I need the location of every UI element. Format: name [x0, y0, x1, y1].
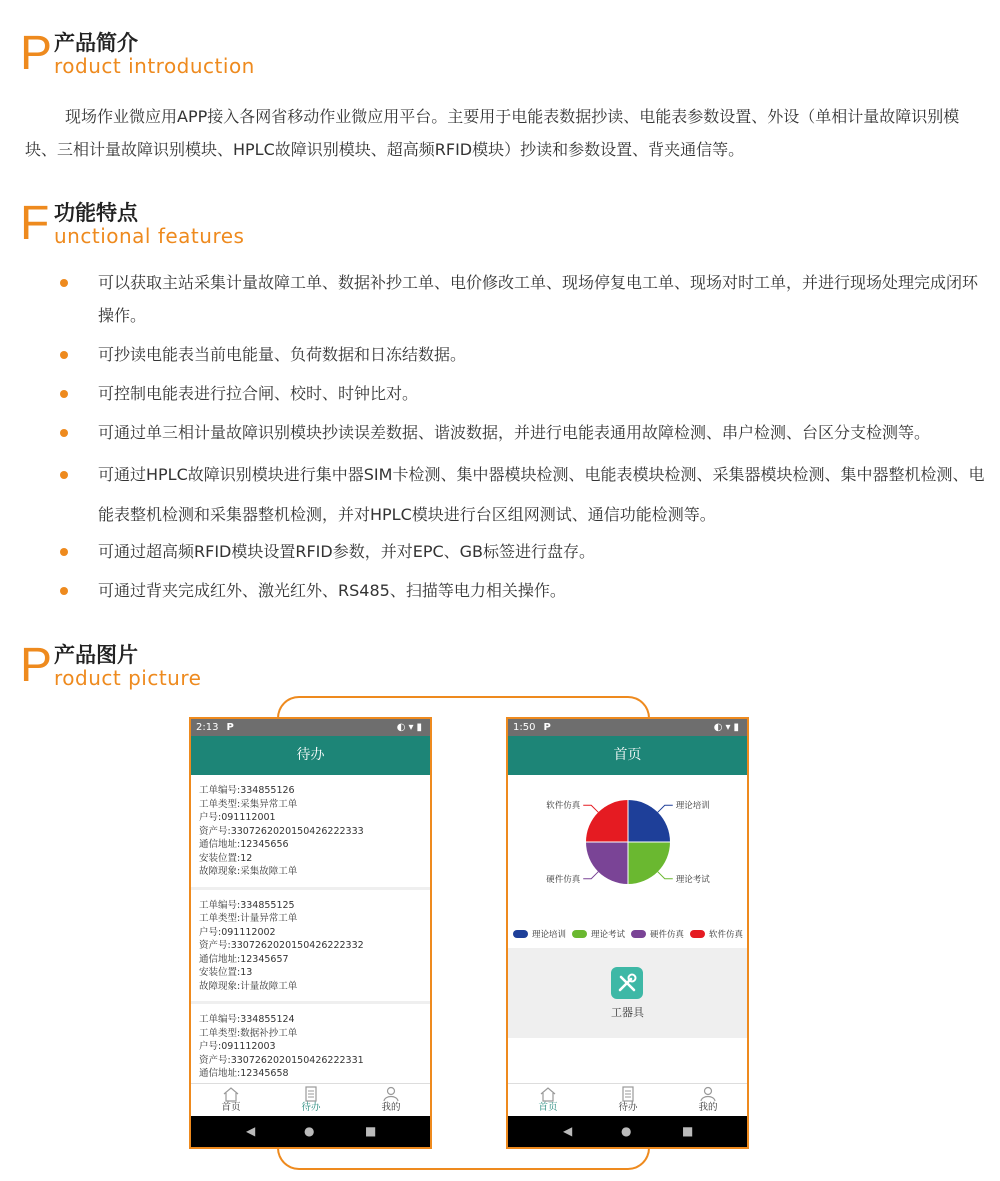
legend-item: [513, 929, 566, 941]
section-title-cn: 功能特点: [54, 201, 138, 225]
order-list[interactable]: [191, 775, 430, 1081]
feature-text: 可通过超高频RFID模块设置RFID参数，并对EPC、GB标签进行盘存。: [98, 542, 596, 561]
order-field: 工单编号:334855124: [199, 1014, 295, 1025]
wrench-icon: [611, 967, 643, 999]
slice-label: 硬件仿真: [546, 874, 581, 885]
home-circle-icon[interactable]: ●: [304, 1124, 315, 1138]
order-field: 安装位置:12: [199, 852, 253, 864]
feature-text: 可以获取主站采集计量故障工单、数据补抄工单、电价修改工单、现场停复电工单、现场对时工单，并进行现场处理完成闭环操作。: [98, 273, 979, 325]
nav-todo[interactable]: [281, 1084, 341, 1114]
back-icon[interactable]: ◀: [246, 1124, 256, 1138]
app-title: 首页: [508, 736, 747, 775]
bullet-icon: [60, 390, 68, 398]
order-field: 工单类型:采集异常工单: [199, 798, 298, 810]
recents-icon[interactable]: ■: [682, 1124, 694, 1138]
feature-text: 可控制电能表进行拉合闸、校时、时钟比对。: [98, 384, 419, 403]
tools-label: 工器具: [611, 1006, 644, 1019]
order-card[interactable]: [191, 1004, 430, 1081]
section-title-en: roduct introduction: [54, 54, 255, 78]
system-nav-bar: [191, 1116, 430, 1147]
bottom-nav: [191, 1083, 430, 1116]
feature-item: [60, 377, 990, 410]
feature-item: [60, 266, 990, 332]
legend-label: 硬件仿真: [650, 930, 685, 940]
back-icon[interactable]: ◀: [563, 1124, 573, 1138]
notification-icon: P: [226, 722, 234, 733]
tools-button[interactable]: [611, 967, 643, 999]
legend-label: 理论考试: [591, 930, 626, 940]
order-field: 户号:091112003: [199, 1041, 276, 1052]
legend-label: 软件仿真: [709, 930, 744, 940]
legend-swatch: [572, 930, 587, 938]
status-time: 2:13: [196, 722, 219, 733]
nav-home[interactable]: [518, 1084, 578, 1114]
status-bar: [191, 719, 430, 736]
order-field: 故障现象:计量故障工单: [199, 980, 298, 992]
bullet-icon: [60, 351, 68, 359]
tool-area: [508, 948, 747, 1038]
nav-todo[interactable]: [598, 1084, 658, 1114]
legend-item: [631, 929, 684, 941]
intro-paragraph: 现场作业微应用APP接入各网省移动作业微应用平台。主要用于电能表数据抄读、电能表参数设置、外设（单相计量故障识别模块、三相计量故障识别模块、HPLC故障识别模块、超高频RFID模块）抄读和参数设置、背夹通信等。: [25, 107, 960, 159]
order-field: 通信地址:12345656: [199, 839, 289, 850]
pie-chart: [508, 775, 747, 927]
order-field: 通信地址:12345658: [199, 1068, 289, 1079]
order-field: 工单类型:计量异常工单: [199, 913, 298, 924]
pie-chart-container: [508, 775, 747, 927]
app-title: 待办: [191, 736, 430, 775]
leader-line: [658, 805, 673, 812]
section-title-cn: 产品图片: [54, 643, 138, 667]
nav-label: 我的: [698, 1102, 718, 1113]
order-field: 户号:091112001: [199, 812, 276, 823]
order-field: 工单编号:334855125: [199, 899, 295, 911]
order-field: 资产号:3307262020150426222332: [199, 940, 364, 951]
system-nav-bar: [508, 1116, 747, 1147]
feature-item: [60, 416, 990, 449]
feature-item: [60, 338, 990, 371]
order-card[interactable]: [191, 775, 430, 890]
list-icon: [619, 1086, 637, 1102]
status-time: 1:50: [513, 722, 536, 733]
legend-swatch: [631, 930, 646, 938]
list-icon: [302, 1086, 320, 1102]
feature-text: 可通过HPLC故障识别模块进行集中器SIM卡检测、集中器模块检测、电能表模块检测、采集器模块检测、集中器整机检测、电能表整机检测和采集器整机检测，并对HPLC模块进行台区组网测试、通信功能检测等。: [98, 465, 985, 524]
feature-item: [60, 455, 990, 535]
order-field: 安装位置:13: [199, 967, 253, 978]
nav-mine[interactable]: [678, 1084, 738, 1114]
bullet-icon: [60, 429, 68, 437]
chart-legend: [508, 927, 747, 945]
recents-icon[interactable]: ■: [365, 1124, 377, 1138]
nav-label: 待办: [301, 1102, 321, 1113]
slice-label: 理论培训: [675, 801, 710, 812]
notification-icon: P: [543, 722, 551, 733]
order-field: 工单编号:334855126: [199, 785, 295, 796]
home-icon: [539, 1086, 557, 1102]
order-field: [199, 1081, 422, 1082]
legend-label: 理论培训: [532, 930, 567, 940]
section-title-en: roduct picture: [54, 666, 202, 690]
section-title-en: unctional features: [54, 224, 245, 248]
feature-list: [60, 266, 990, 613]
section-title-cn: 产品简介: [54, 31, 138, 55]
status-icons: ◐▾▮: [396, 722, 425, 733]
order-card[interactable]: [191, 890, 430, 1005]
leader-line: [583, 872, 598, 879]
nav-label: 首页: [221, 1102, 241, 1113]
legend-item: [572, 929, 625, 941]
slice-label: 理论考试: [675, 874, 710, 885]
legend-swatch: [513, 930, 528, 938]
nav-label: 首页: [538, 1102, 558, 1113]
bullet-icon: [60, 548, 68, 556]
bullet-icon: [60, 279, 68, 287]
phone-screenshot-todo: [189, 717, 432, 1149]
bullet-icon: [60, 587, 68, 595]
legend-item: [690, 929, 743, 941]
slice-label: 软件仿真: [546, 801, 581, 812]
feature-item: [60, 574, 990, 607]
order-field: 资产号:3307262020150426222333: [199, 825, 364, 837]
feature-item: [60, 535, 990, 568]
home-icon: [222, 1086, 240, 1102]
nav-label: 待办: [618, 1102, 638, 1113]
bullet-icon: [60, 471, 68, 479]
order-field: 户号:091112002: [199, 926, 276, 938]
user-icon: [699, 1086, 717, 1102]
order-field: 资产号:3307262020150426222331: [199, 1054, 364, 1066]
user-icon: [382, 1086, 400, 1102]
feature-text: 可抄读电能表当前电能量、负荷数据和日冻结数据。: [98, 345, 467, 364]
nav-home[interactable]: [201, 1084, 261, 1114]
feature-text: 可通过单三相计量故障识别模块抄读误差数据、谐波数据，并进行电能表通用故障检测、串户检测、台区分支检测等。: [98, 423, 931, 442]
section-initial: P: [20, 639, 53, 692]
nav-label: 我的: [381, 1102, 401, 1113]
order-field: 故障现象:采集故障工单: [199, 866, 298, 877]
status-icons: ◐▾▮: [713, 722, 742, 733]
order-field: 通信地址:12345657: [199, 953, 289, 965]
nav-mine[interactable]: [361, 1084, 421, 1114]
leader-line: [658, 872, 673, 879]
legend-swatch: [690, 930, 705, 938]
phone-screenshot-home: [506, 717, 749, 1149]
feature-text: 可通过背夹完成红外、激光红外、RS485、扫描等电力相关操作。: [98, 581, 566, 600]
leader-line: [583, 805, 598, 812]
bottom-nav: [508, 1083, 747, 1116]
home-circle-icon[interactable]: ●: [621, 1124, 632, 1138]
order-field: 工单类型:数据补抄工单: [199, 1027, 298, 1039]
status-bar: [508, 719, 747, 736]
section-initial: F: [20, 197, 50, 250]
section-initial: P: [20, 27, 53, 80]
